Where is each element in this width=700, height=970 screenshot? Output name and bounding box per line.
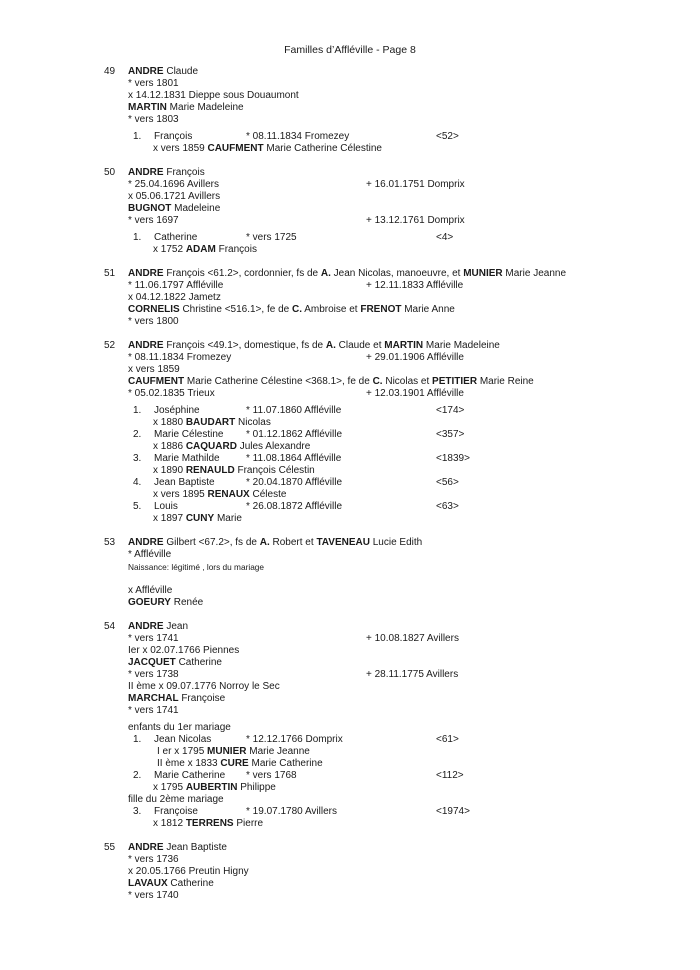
detail-line [128, 585, 604, 597]
child-birth: * 08.11.1834 Fromezey [246, 131, 350, 142]
marriage-line [128, 746, 604, 758]
child-number: 1. [133, 232, 142, 243]
event-text: II ème x 09.07.1776 Norroy le Sec [128, 681, 280, 692]
marriage-line [128, 465, 604, 477]
child-birth: * 11.08.1864 Affléville [246, 453, 342, 464]
spouse-surname: CUNY [185, 513, 215, 524]
person-details: Marie Catherine Célestine <368.1>, fe de [186, 376, 373, 387]
child-name: Marie Catherine [154, 770, 226, 781]
person-line [128, 340, 604, 352]
entry-body [128, 167, 604, 256]
marriage-prefix: x vers 1859 [153, 143, 208, 154]
family-entry [104, 340, 604, 525]
child-row [128, 429, 604, 441]
spouse-surname: AUBERTIN [185, 782, 238, 793]
detail-line [128, 705, 604, 717]
person-line [128, 268, 604, 280]
surname: BUGNOT [128, 203, 172, 214]
person-line [128, 376, 604, 388]
parent-details: Marie Madeleine [423, 340, 500, 351]
surname: MARCHAL [128, 693, 179, 704]
surname: ANDRE [128, 167, 164, 178]
marriage-prefix: x 1752 [153, 244, 186, 255]
children-list [128, 131, 604, 155]
parent-surname: A. [320, 268, 331, 279]
detail-line [128, 316, 604, 328]
child-reference: <52> [436, 131, 459, 142]
detail-line [128, 364, 604, 376]
marriage-line [128, 758, 604, 770]
child-number: 3. [133, 453, 142, 464]
person-line [128, 693, 604, 705]
person-details: François <49.1>, domestique, fs de [166, 340, 326, 351]
entry-body [128, 66, 604, 155]
parent-surname: TAVENEAU [316, 537, 370, 548]
surname: JACQUET [128, 657, 176, 668]
child-row [128, 131, 604, 143]
detail-line [128, 890, 604, 902]
surname: ANDRE [128, 621, 164, 632]
parent-surname: MUNIER [463, 268, 503, 279]
entry-number: 49 [104, 66, 116, 77]
section-label: fille du 2ème mariage [128, 794, 224, 805]
parent-details: Claude et [335, 340, 385, 351]
family-entry [104, 537, 604, 609]
children-list [128, 722, 604, 830]
marriage-line [128, 417, 604, 429]
child-number: 1. [133, 734, 142, 745]
person-line [128, 842, 604, 854]
detail-line [128, 645, 604, 657]
family-entry [104, 842, 604, 902]
person-details: François [166, 167, 205, 178]
entry-body [128, 842, 604, 902]
detail-line [128, 191, 604, 203]
event-text: * vers 1803 [128, 114, 179, 125]
child-row [128, 501, 604, 513]
event-text: * vers 1741 [128, 633, 179, 644]
person-details: Françoise [181, 693, 226, 704]
parent-details: Marie Anne [401, 304, 455, 315]
person-line [128, 167, 604, 179]
person-line [128, 102, 604, 114]
child-birth: * vers 1768 [246, 770, 297, 781]
entry-number: 50 [104, 167, 116, 178]
event-text: * vers 1741 [128, 705, 179, 716]
child-reference: <174> [436, 405, 465, 416]
spouse-surname: CAUFMENT [207, 143, 264, 154]
event-text: * vers 1738 [128, 669, 179, 680]
detail-line [128, 78, 604, 90]
event-text: * 05.02.1835 Trieux [128, 388, 215, 399]
family-entry [104, 268, 604, 328]
detail-line [128, 561, 604, 573]
parent-surname: A. [325, 340, 336, 351]
spouse-name: Marie Catherine Célestine [266, 143, 382, 154]
detail-line [128, 114, 604, 126]
child-reference: <112> [436, 770, 464, 781]
event-text: * vers 1800 [128, 316, 179, 327]
entry-body [128, 621, 604, 830]
parent-details: Robert et [269, 537, 317, 548]
detail-line [128, 549, 604, 561]
child-reference: <56> [436, 477, 459, 488]
child-name: Joséphine [154, 405, 200, 416]
child-reference: <63> [436, 501, 459, 512]
surname: ANDRE [128, 268, 164, 279]
detail-line [128, 352, 604, 364]
child-row [128, 232, 604, 244]
person-details: Gilbert <67.2>, fs de [166, 537, 260, 548]
person-details: Jean [166, 621, 189, 632]
detail-line [128, 681, 604, 693]
surname: CAUFMENT [128, 376, 185, 387]
family-entry [104, 66, 604, 155]
child-reference: <1974> [436, 806, 470, 817]
marriage-line [128, 489, 604, 501]
spouse-name: Marie Jeanne [249, 746, 310, 757]
child-number: 4. [133, 477, 142, 488]
child-name: Marie Célestine [154, 429, 224, 440]
child-birth: * 01.12.1862 Affléville [246, 429, 343, 440]
death-date: + 16.01.1751 Domprix [366, 179, 465, 190]
marriage-prefix: x 1880 [153, 417, 186, 428]
marriage-prefix: x 1886 [153, 441, 186, 452]
child-birth: * 20.04.1870 Affléville [246, 477, 343, 488]
parent-details: Marie Reine [477, 376, 534, 387]
person-details: Jean Baptiste [166, 842, 227, 853]
family-entry [104, 167, 604, 256]
event-text: x 05.06.1721 Avillers [128, 191, 221, 202]
child-name: Louis [154, 501, 178, 512]
entry-body [128, 537, 604, 609]
entry-number: 55 [104, 842, 116, 853]
spouse-surname: CAQUARD [185, 441, 237, 452]
person-line [128, 537, 604, 549]
marriage-prefix: II ème x 1833 [157, 758, 221, 769]
surname: ANDRE [128, 537, 164, 548]
detail-line [128, 866, 604, 878]
spouse-surname: RENAULD [185, 465, 235, 476]
detail-line [128, 388, 604, 400]
marriage-prefix: I er x 1795 [157, 746, 208, 757]
spouse-name: François Célestin [237, 465, 315, 476]
child-birth: * 26.08.1872 Affléville [246, 501, 343, 512]
event-text: * vers 1801 [128, 78, 179, 89]
child-name: Françoise [154, 806, 198, 817]
child-number: 3. [133, 806, 142, 817]
spouse-name: Marie Catherine [251, 758, 323, 769]
spouse-surname: CURE [220, 758, 249, 769]
marriage-prefix: x vers 1895 [153, 489, 208, 500]
parent-surname: C. [291, 304, 302, 315]
person-details: Christine <516.1>, fe de [182, 304, 292, 315]
detail-line [128, 292, 604, 304]
child-reference: <61> [436, 734, 459, 745]
marriage-line [128, 441, 604, 453]
detail-line [128, 669, 604, 681]
event-text: x 20.05.1766 Preutin Higny [128, 866, 249, 877]
child-row [128, 477, 604, 489]
children-list [128, 405, 604, 525]
event-text: Ier x 02.07.1766 Piennes [128, 645, 240, 656]
child-reference: <4> [436, 232, 454, 243]
person-details: Renée [173, 597, 204, 608]
death-date: + 28.11.1775 Avillers [366, 669, 459, 680]
entry-number: 52 [104, 340, 116, 351]
child-reference: <357> [436, 429, 465, 440]
detail-line [128, 90, 604, 102]
surname: ANDRE [128, 842, 164, 853]
parent-surname: A. [259, 537, 270, 548]
surname: ANDRE [128, 66, 164, 77]
page-title: Familles d’Affléville - Page 8 [284, 44, 416, 56]
spouse-surname: MUNIER [207, 746, 247, 757]
spouse-surname: BAUDART [185, 417, 236, 428]
detail-line [128, 633, 604, 645]
marriage-line [128, 143, 604, 155]
spouse-surname: TERRENS [185, 818, 234, 829]
child-number: 1. [133, 131, 142, 142]
event-text: * Affléville [128, 549, 172, 560]
parent-details: Marie Jeanne [502, 268, 567, 279]
death-date: + 12.11.1833 Affléville [366, 280, 464, 291]
spouse-name: Jules Alexandre [239, 441, 311, 452]
parent-details: Jean Nicolas, manoeuvre, et [330, 268, 464, 279]
parent-surname: PETITIER [432, 376, 478, 387]
entry-number: 53 [104, 537, 116, 548]
spacer [128, 573, 604, 585]
surname: ANDRE [128, 340, 164, 351]
spouse-name: Pierre [236, 818, 264, 829]
entry-body [128, 268, 604, 328]
child-number: 2. [133, 770, 142, 781]
event-text: * vers 1736 [128, 854, 179, 865]
family-entry [104, 621, 604, 830]
section-label: enfants du 1er mariage [128, 722, 231, 733]
person-details: Marie Madeleine [169, 102, 244, 113]
spouse-surname: RENAUX [207, 489, 250, 500]
spouse-name: Céleste [252, 489, 287, 500]
event-text: * 25.04.1696 Avillers [128, 179, 219, 190]
parent-surname: FRENOT [360, 304, 402, 315]
child-name: Jean Baptiste [154, 477, 215, 488]
person-details: Catherine [178, 657, 222, 668]
child-birth: * 19.07.1780 Avillers [246, 806, 337, 817]
marriage-line [128, 818, 604, 830]
child-reference: <1839> [436, 453, 470, 464]
person-line [128, 621, 604, 633]
person-details: Claude [166, 66, 199, 77]
marriage-prefix: x 1890 [153, 465, 186, 476]
person-line [128, 657, 604, 669]
child-row [128, 405, 604, 417]
entry-number: 51 [104, 268, 116, 279]
marriage-line [128, 244, 604, 256]
surname: CORNELIS [128, 304, 180, 315]
child-row [128, 734, 604, 746]
parent-details: Ambroise et [301, 304, 361, 315]
detail-line [128, 179, 604, 191]
event-text: * vers 1740 [128, 890, 179, 901]
death-date: + 12.03.1901 Affléville [366, 388, 464, 399]
event-text: x vers 1859 [128, 364, 180, 375]
marriage-prefix: x 1897 [153, 513, 186, 524]
event-text: x 04.12.1822 Jametz [128, 292, 221, 303]
child-name: Catherine [154, 232, 198, 243]
person-details: François <61.2>, cordonnier, fs de [166, 268, 321, 279]
event-text: Naissance: légitimé , lors du mariage [128, 562, 265, 572]
child-name: Marie Mathilde [154, 453, 220, 464]
child-name: François [154, 131, 193, 142]
child-number: 5. [133, 501, 142, 512]
genealogy-content [104, 66, 604, 902]
parent-details: Nicolas et [382, 376, 433, 387]
detail-line [128, 280, 604, 292]
event-text: * 11.06.1797 Affléville [128, 280, 224, 291]
person-line [128, 304, 604, 316]
death-date: + 13.12.1761 Domprix [366, 215, 465, 226]
person-line [128, 203, 604, 215]
child-birth: * 11.07.1860 Affléville [246, 405, 342, 416]
spouse-name: Nicolas [238, 417, 271, 428]
marriage-line [128, 782, 604, 794]
person-line [128, 878, 604, 890]
children-list [128, 232, 604, 256]
child-row [128, 806, 604, 818]
child-name: Jean Nicolas [154, 734, 212, 745]
child-row [128, 453, 604, 465]
spouse-surname: ADAM [185, 244, 216, 255]
event-text: x Affléville [128, 585, 173, 596]
child-number: 2. [133, 429, 142, 440]
entry-body [128, 340, 604, 525]
entry-number: 54 [104, 621, 116, 632]
spouse-name: François [218, 244, 257, 255]
death-date: + 29.01.1906 Affléville [366, 352, 464, 363]
surname: LAVAUX [128, 878, 168, 889]
detail-line [128, 854, 604, 866]
spouse-name: Philippe [240, 782, 276, 793]
person-details: Catherine [170, 878, 214, 889]
parent-surname: MARTIN [384, 340, 424, 351]
spouse-name: Marie [216, 513, 242, 524]
child-birth: * 12.12.1766 Domprix [246, 734, 343, 745]
marriage-prefix: x 1795 [153, 782, 186, 793]
child-birth: * vers 1725 [246, 232, 297, 243]
surname: GOEURY [128, 597, 171, 608]
marriage-prefix: x 1812 [153, 818, 186, 829]
marriage-line [128, 513, 604, 525]
event-text: * 08.11.1834 Fromezey [128, 352, 232, 363]
person-line [128, 597, 604, 609]
person-line [128, 66, 604, 78]
event-text: * vers 1697 [128, 215, 179, 226]
parent-surname: C. [372, 376, 383, 387]
death-date: + 10.08.1827 Avillers [366, 633, 459, 644]
event-text: x 14.12.1831 Dieppe sous Douaumont [128, 90, 299, 101]
parent-details: Lucie Edith [369, 537, 423, 548]
surname: MARTIN [128, 102, 167, 113]
child-row [128, 770, 604, 782]
person-details: Madeleine [174, 203, 221, 214]
child-number: 1. [133, 405, 142, 416]
detail-line [128, 215, 604, 227]
